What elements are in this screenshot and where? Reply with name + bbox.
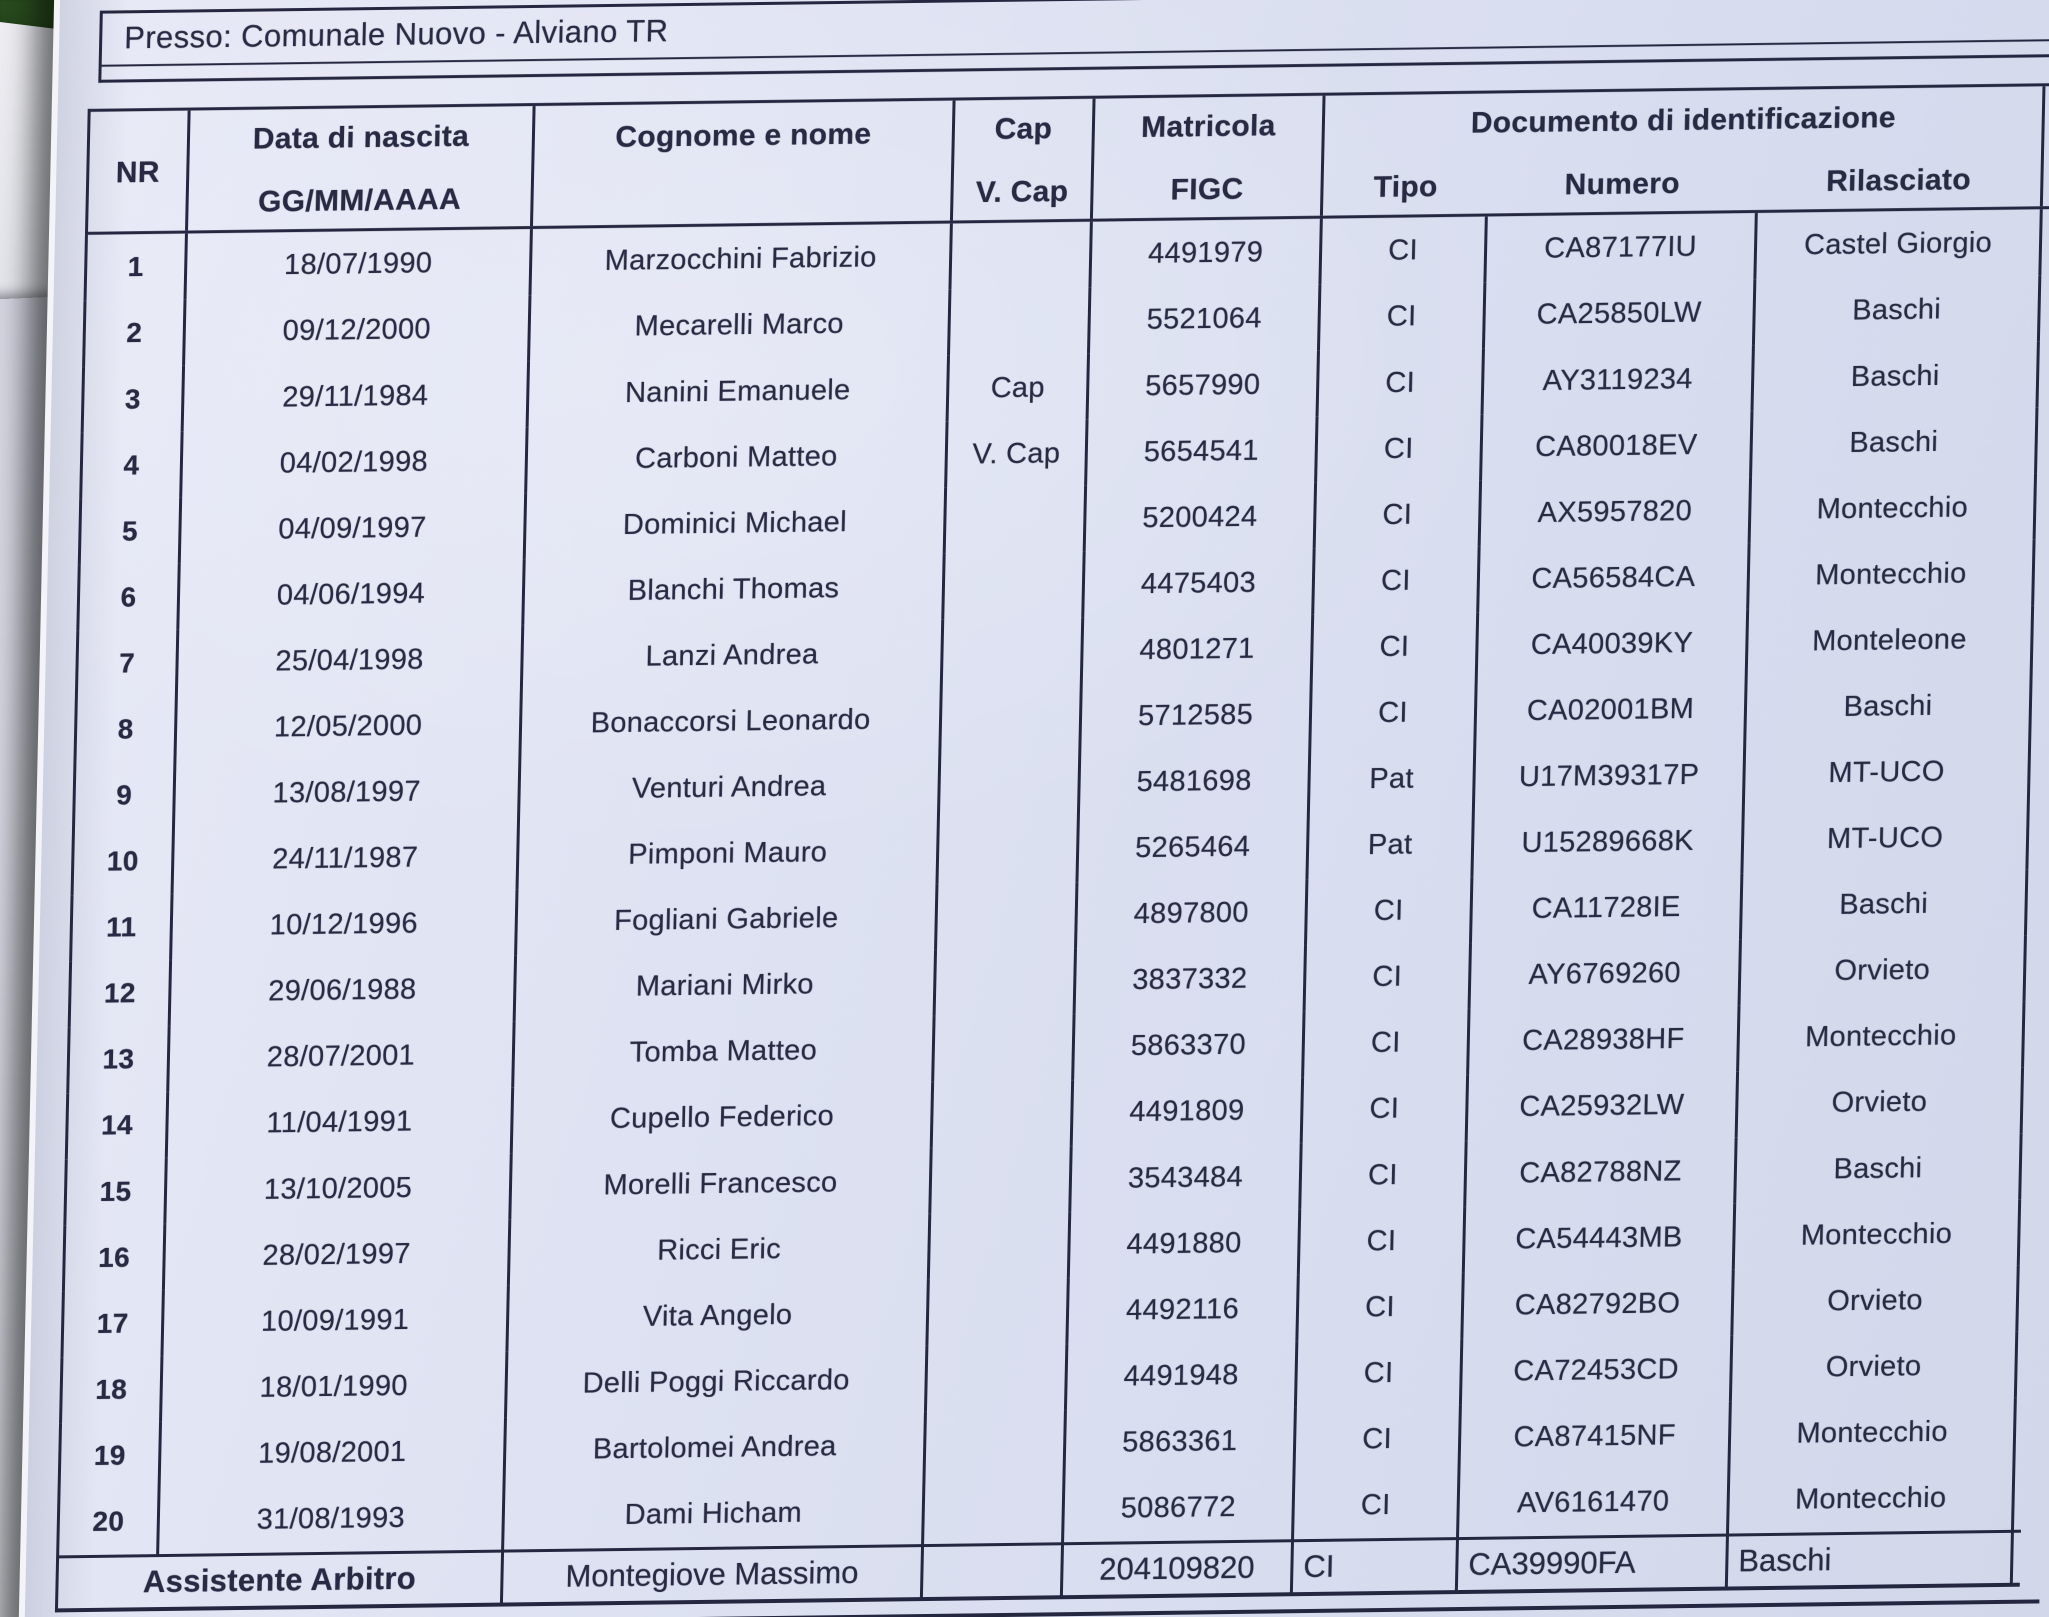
cell-cap — [950, 288, 1091, 356]
header-name-label: Cognome e nome — [615, 117, 872, 154]
cell-doc-rilasciato: MT-UCO — [1745, 737, 2031, 807]
cell-doc-rilasciato: Castel Giorgio — [1756, 209, 2042, 279]
cell-nr: 5 — [81, 498, 182, 565]
cell-name: Fogliani Gabriele — [517, 884, 938, 956]
header-doc-group-label: Documento di identificazione — [1470, 101, 1897, 140]
cell-name: Pimponi Mauro — [519, 818, 940, 890]
cell-doc-numero: U15289668K — [1473, 807, 1744, 877]
cell-nr: 11 — [72, 894, 173, 961]
cell-doc-numero: CA82792BO — [1463, 1269, 1734, 1339]
cell-doc-tipo: CI — [1301, 1141, 1467, 1209]
cell-matricola: 5863361 — [1065, 1407, 1296, 1476]
cell-cap — [928, 1278, 1069, 1346]
header-doc-rilasciato: Rilasciato — [1825, 163, 1972, 199]
cell-birth-date: 24/11/1987 — [174, 823, 520, 894]
cell-doc-tipo: CI — [1300, 1207, 1466, 1275]
cell-cap: V. Cap — [947, 420, 1088, 488]
cell-birth-date: 29/11/1984 — [184, 361, 530, 432]
cell-birth-date: 04/02/1998 — [182, 427, 528, 498]
cell-doc-numero: CA28938HF — [1469, 1005, 1740, 1075]
cell-nr: 8 — [76, 696, 177, 763]
cell-name: Delli Poggi Riccardo — [507, 1346, 928, 1418]
cell-name: Bonaccorsi Leonardo — [521, 686, 942, 758]
cell-birth-date: 18/01/1990 — [162, 1351, 508, 1422]
cell-assistant-matricola: 204109820 — [1063, 1542, 1294, 1595]
cell-doc-rilasciato: Orvieto — [1732, 1332, 2018, 1402]
cell-name: Dominici Michael — [526, 488, 947, 560]
cell-name: Bartolomei Andrea — [506, 1412, 927, 1484]
cell-nr: 9 — [75, 762, 176, 829]
cell-matricola: 5265464 — [1078, 813, 1309, 882]
cell-doc-tipo: CI — [1306, 943, 1472, 1011]
cell-doc-rilasciato: Orvieto — [1741, 936, 2027, 1006]
cell-nr: 13 — [69, 1026, 170, 1093]
cell-doc-rilasciato: Montecchio — [1739, 1002, 2025, 1072]
cell-assistant-doc-tipo: CI — [1293, 1540, 1459, 1592]
cell-nr: 1 — [87, 234, 188, 301]
cell-birth-date: 28/02/1997 — [165, 1219, 511, 1290]
cell-nr: 19 — [61, 1422, 162, 1489]
cell-assistant-cap — [923, 1545, 1064, 1597]
cell-name: Morelli Francesco — [511, 1148, 932, 1220]
cell-birth-date: 18/07/1990 — [187, 229, 533, 300]
header-doc-numero: Numero — [1564, 167, 1681, 202]
cell-cap — [924, 1476, 1065, 1544]
header-cap-line2: V. Cap — [975, 175, 1069, 210]
cell-name: Tomba Matteo — [514, 1016, 935, 1088]
cell-birth-date: 12/05/2000 — [176, 691, 522, 762]
cell-cap: Cap — [949, 354, 1090, 422]
cell-birth-date: 19/08/2001 — [161, 1418, 507, 1489]
cell-assistant-role: Assistente Arbitro — [58, 1553, 504, 1609]
cell-assistant-name: Montegiove Massimo — [503, 1547, 924, 1603]
header-birth-date-line1: Data di nascita — [252, 119, 470, 156]
header-nr-label: NR — [115, 155, 161, 190]
header-matricola-line2: FIGC — [1170, 172, 1244, 207]
cell-matricola: 5200424 — [1086, 483, 1317, 552]
cell-doc-numero: CA02001BM — [1476, 675, 1747, 745]
cell-cap — [936, 948, 1077, 1016]
cell-name: Nanini Emanuele — [529, 356, 950, 428]
cell-birth-date: 09/12/2000 — [185, 295, 531, 366]
cell-doc-tipo: CI — [1314, 547, 1480, 615]
cell-doc-tipo: CI — [1294, 1471, 1460, 1539]
cell-nr: 15 — [66, 1158, 167, 1225]
cell-name: Mariani Mirko — [516, 950, 937, 1022]
cell-cap — [951, 222, 1092, 290]
cell-cap — [931, 1146, 1072, 1214]
cell-cap — [930, 1212, 1071, 1280]
header-doc-tipo: Tipo — [1373, 170, 1439, 205]
cell-doc-tipo: CI — [1316, 481, 1482, 549]
cell-doc-tipo: CI — [1307, 877, 1473, 945]
cell-doc-numero: CA82788NZ — [1466, 1137, 1737, 1207]
cell-doc-tipo: CI — [1297, 1339, 1463, 1407]
cell-matricola: 4492116 — [1068, 1275, 1299, 1344]
cell-doc-rilasciato: Baschi — [1742, 870, 2028, 940]
cell-name: Cupello Federico — [513, 1082, 934, 1154]
cell-birth-date: 25/04/1998 — [178, 625, 524, 696]
cell-matricola: 4491979 — [1091, 219, 1322, 288]
cell-doc-rilasciato: Montecchio — [1751, 473, 2037, 543]
cell-nr: 2 — [85, 300, 186, 367]
cell-nr: 12 — [71, 960, 172, 1027]
cell-doc-tipo: CI — [1317, 415, 1483, 483]
cell-doc-rilasciato: Orvieto — [1738, 1068, 2024, 1138]
cell-birth-date: 31/08/1993 — [159, 1484, 505, 1555]
cell-birth-date: 13/10/2005 — [166, 1153, 512, 1224]
cell-nr: 3 — [84, 366, 185, 433]
cell-cap — [926, 1410, 1067, 1478]
cell-matricola: 5863370 — [1074, 1011, 1305, 1080]
cell-doc-numero: AV6161470 — [1459, 1467, 1730, 1537]
cell-doc-tipo: CI — [1304, 1009, 1470, 1077]
header-cap-line1: Cap — [994, 112, 1053, 147]
cell-name: Venturi Andrea — [520, 752, 941, 824]
header-birth-date — [188, 106, 536, 231]
cell-birth-date: 10/09/1991 — [163, 1285, 509, 1356]
cell-doc-rilasciato: Baschi — [1752, 407, 2038, 477]
cell-doc-tipo: CI — [1298, 1273, 1464, 1341]
header-name — [533, 101, 956, 227]
cell-doc-numero: CA40039KY — [1478, 609, 1749, 679]
cell-doc-tipo: CI — [1303, 1075, 1469, 1143]
cell-nr: 7 — [78, 630, 179, 697]
cell-name: Ricci Eric — [510, 1214, 931, 1286]
cell-doc-tipo: CI — [1313, 613, 1479, 681]
cell-birth-date: 29/06/1988 — [171, 955, 517, 1026]
cell-name: Dami Hicham — [504, 1478, 925, 1550]
cell-doc-rilasciato: MT-UCO — [1743, 804, 2029, 874]
table-body — [56, 209, 2049, 1555]
cell-nr: 6 — [79, 564, 180, 631]
cell-doc-numero: CA80018EV — [1482, 411, 1753, 481]
cell-assistant-doc-rilasciato: Baschi — [1728, 1533, 2014, 1587]
cell-nr: 20 — [59, 1488, 160, 1555]
cell-birth-date: 28/07/2001 — [169, 1021, 515, 1092]
cell-cap — [943, 618, 1084, 686]
cell-doc-tipo: CI — [1319, 349, 1485, 417]
cell-doc-numero: U17M39317P — [1475, 741, 1746, 811]
cell-birth-date: 13/08/1997 — [175, 757, 521, 828]
header-matricola-line1: Matricola — [1140, 109, 1276, 145]
cell-nr: 18 — [62, 1356, 163, 1423]
cell-birth-date: 04/09/1997 — [181, 493, 527, 564]
cell-cap — [934, 1014, 1075, 1082]
cell-cap — [933, 1080, 1074, 1148]
cell-doc-rilasciato: Montecchio — [1729, 1464, 2015, 1534]
cell-doc-numero: CA56584CA — [1479, 543, 1750, 613]
cell-doc-numero: AX5957820 — [1481, 477, 1752, 547]
cell-doc-rilasciato: Baschi — [1736, 1134, 2022, 1204]
cell-matricola: 3837332 — [1076, 945, 1307, 1014]
cell-doc-numero: CA25932LW — [1468, 1071, 1739, 1141]
cell-matricola: 4491809 — [1073, 1077, 1304, 1146]
cell-doc-rilasciato: Orvieto — [1733, 1266, 2019, 1336]
cell-name: Blanchi Thomas — [524, 554, 945, 626]
cell-matricola: 5481698 — [1080, 747, 1311, 816]
cell-cap — [941, 684, 1082, 752]
cell-doc-rilasciato: Baschi — [1753, 341, 2039, 411]
cell-doc-rilasciato: Montecchio — [1749, 539, 2035, 609]
cell-matricola: 3543484 — [1071, 1143, 1302, 1212]
header-birth-date-line2: GG/MM/AAAA — [257, 182, 462, 219]
cell-matricola: 5086772 — [1064, 1473, 1295, 1542]
cell-doc-numero: CA25850LW — [1485, 279, 1756, 349]
cell-doc-tipo: Pat — [1308, 811, 1474, 879]
cell-doc-rilasciato: Baschi — [1755, 275, 2041, 345]
cell-cap — [937, 882, 1078, 950]
cell-doc-rilasciato: Monteleone — [1748, 605, 2034, 675]
cell-cap — [944, 552, 1085, 620]
cell-assistant-doc-numero: CA39990FA — [1458, 1537, 1729, 1591]
cell-doc-numero: CA87415NF — [1460, 1401, 1731, 1471]
cell-doc-rilasciato: Montecchio — [1730, 1398, 2016, 1468]
cell-doc-tipo: CI — [1321, 217, 1487, 285]
cell-matricola: 5712585 — [1081, 681, 1312, 750]
cell-name: Mecarelli Marco — [530, 290, 951, 362]
cell-nr: 4 — [82, 432, 183, 499]
cell-nr: 14 — [68, 1092, 169, 1159]
header-matricola — [1093, 96, 1326, 219]
cell-matricola: 4897800 — [1077, 879, 1308, 948]
cell-cap — [927, 1344, 1068, 1412]
cell-birth-date: 11/04/1991 — [168, 1087, 514, 1158]
cell-doc-tipo: CI — [1320, 283, 1486, 351]
cell-doc-numero: AY6769260 — [1471, 939, 1742, 1009]
cell-doc-numero: CA72453CD — [1462, 1335, 1733, 1405]
cell-nr: 16 — [65, 1224, 166, 1291]
cell-matricola: 4491880 — [1070, 1209, 1301, 1278]
cell-doc-numero: AY3119234 — [1484, 345, 1755, 415]
cell-matricola: 5657990 — [1089, 351, 1320, 420]
cell-matricola: 4801271 — [1083, 615, 1314, 684]
header-cap — [953, 99, 1096, 221]
cell-birth-date: 10/12/1996 — [172, 889, 518, 960]
roster-table — [55, 83, 2049, 1612]
cell-doc-rilasciato: Montecchio — [1735, 1200, 2021, 1270]
cell-doc-tipo: CI — [1311, 679, 1477, 747]
cell-matricola: 5521064 — [1090, 285, 1321, 354]
paper-sheet — [16, 0, 2049, 1617]
cell-birth-date: 04/06/1994 — [179, 559, 525, 630]
cell-name: Carboni Matteo — [527, 422, 948, 494]
cell-doc-numero: CA11728IE — [1472, 873, 1743, 943]
presso-note: Presso: Comunale Nuovo - Alviano TR — [123, 13, 669, 56]
cell-matricola: 4475403 — [1084, 549, 1315, 618]
cell-doc-rilasciato: Baschi — [1746, 671, 2032, 741]
cell-cap — [940, 750, 1081, 818]
cell-doc-numero: CA87177IU — [1486, 213, 1757, 283]
cell-matricola: 4491948 — [1067, 1341, 1298, 1410]
cell-nr: 10 — [74, 828, 175, 895]
cell-cap — [946, 486, 1087, 554]
cell-name: Marzocchini Fabrizio — [531, 224, 952, 296]
cell-name: Vita Angelo — [508, 1280, 929, 1352]
cell-nr: 17 — [63, 1290, 164, 1357]
cell-doc-numero: CA54443MB — [1465, 1203, 1736, 1273]
cell-doc-tipo: CI — [1295, 1405, 1461, 1473]
header-nr — [88, 111, 191, 232]
header-doc-group — [1323, 86, 2046, 215]
cell-matricola: 5654541 — [1087, 417, 1318, 486]
cell-cap — [938, 816, 1079, 884]
cell-doc-tipo: Pat — [1310, 745, 1476, 813]
cell-name: Lanzi Andrea — [523, 620, 944, 692]
